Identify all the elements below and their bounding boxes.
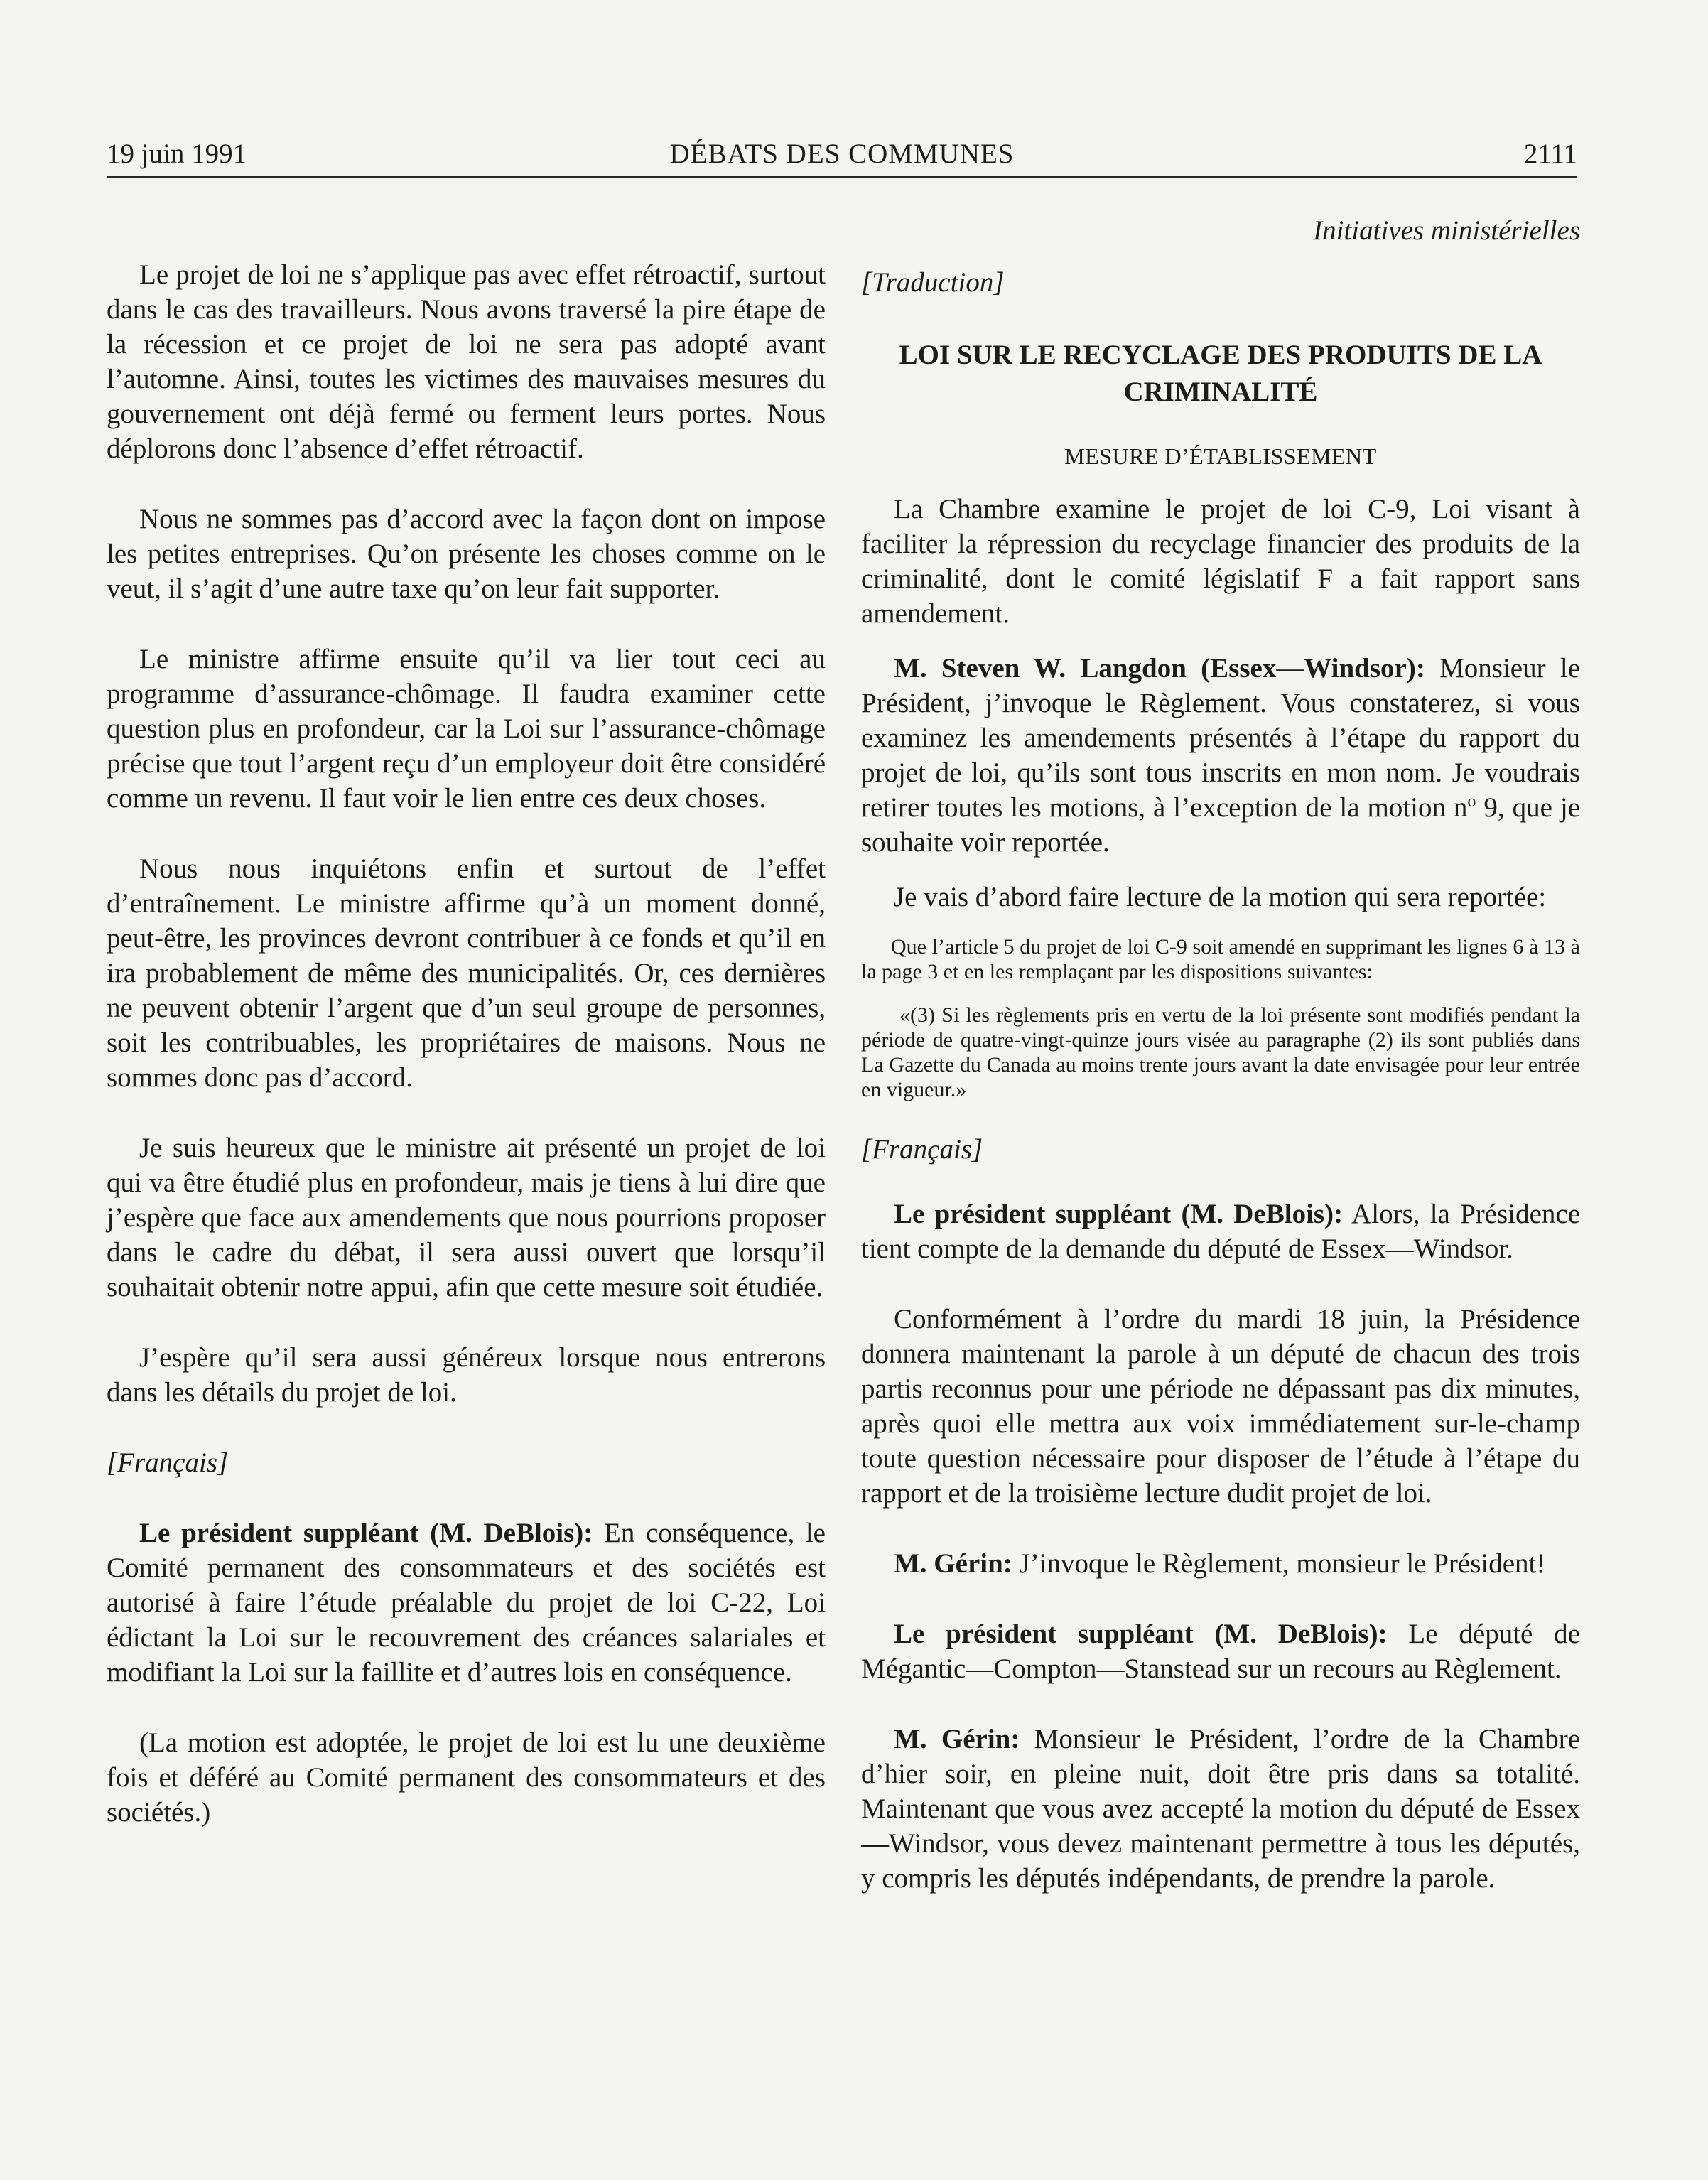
language-tag: [Français] <box>107 1447 229 1478</box>
speech-text: En conséquence, le Comité permanent des consommateurs et des sociétés est autorisé à faire l’étude préalable du projet de loi C-22, Loi édictant la Loi sur le recouvrement des créances salariales et modifiant la Loi sur la faillite et d’autres lois en conséquence. <box>107 1518 826 1688</box>
speech-text: 9, que je souhaite voir reportée. <box>861 792 1580 858</box>
speech-paragraph <box>861 1197 1580 1266</box>
speech-text: Monsieur le Président, l’ordre de la Chambre d’hier soir, en pleine nuit, doit être pris dans sa totalité. Maintenant que vous avez accepté la motion du député de Essex—Windsor, vous devez maintenant permettre à tous les députés, y compris les députés indépendants, de prendre la parole. <box>861 1724 1581 1894</box>
paragraph: Le projet de loi ne s’applique pas avec effet rétroactif, surtout dans le cas des travailleurs. Nous avons traversé la pire étape de la récession et ce projet de loi ne sera pas adopté avant l’automne. Ainsi, toutes les victimes des mauvaises mesures du gouvernement ont déjà fermé ou ferment leurs portes. Nous déplorons donc l’absence d’effet rétroactif. <box>107 259 826 464</box>
paragraph: Je vais d’abord faire lecture de la motion qui sera reportée: <box>894 882 1547 912</box>
speech-paragraph <box>861 1546 1580 1581</box>
paragraph: Conformément à l’ordre du mardi 18 juin, la Présidence donnera maintenant la parole à un député de chacun des trois partis reconnus pour une période ne dépassant pas dix minutes, après quoi elle mettra aux voix immédiatement sur-le-champ toute question nécessaire pour disposer de l’étude à l’étape du rapport et de la troisième lecture dudit projet de loi. <box>861 1304 1580 1509</box>
paragraph: Nous ne sommes pas d’accord avec la façon dont on impose les petites entreprises. Qu’on présente les choses comme on le veut, il s’agit d’une autre taxe qu’on leur fait supporter. <box>107 504 826 604</box>
page-header <box>107 136 1577 178</box>
speech-paragraph <box>861 651 1580 860</box>
right-column <box>861 213 1580 1896</box>
header-title: DÉBATS DES COMMUNES <box>669 139 1015 169</box>
speech-paragraph <box>861 1722 1580 1896</box>
paragraph: J’espère qu’il sera aussi généreux lorsque nous entrerons dans les détails du projet de loi. <box>107 1342 826 1408</box>
motion-quote: «(3) Si les règlements pris en vertu de la loi présente sont modifiés pendant la période de quatre-vingt-quinze jours visée au paragraphe (2) ils sont publiés dans La Gazette du Canada au moins trente jours avant la date envisagée pour leur entrée en vigueur.» <box>861 1003 1580 1101</box>
speaker-name: Le président suppléant (M. DeBlois): <box>894 1199 1344 1229</box>
bill-headline: LOI SUR LE RECYCLAGE DES PRODUITS DE LA CRIMINALITÉ <box>899 340 1542 407</box>
paragraph: Je suis heureux que le ministre ait présenté un projet de loi qui va être étudié plus en profondeur, mais je tiens à lui dire que j’espère que face aux amendements que nous pourrions proposer dans le cadre du débat, il sera aussi ouvert que lorsqu’il souhaitait obtenir notre appui, afin que cette mesure soit étudiée. <box>107 1133 826 1302</box>
header-date: 19 juin 1991 <box>107 139 247 169</box>
speech-text: Le député de Mégantic—Compton—Stanstead sur un recours au Règlement. <box>861 1619 1580 1684</box>
speech-text: J’invoque le Règlement, monsieur le Président! <box>1012 1548 1546 1579</box>
language-tag: [Français] <box>861 1134 983 1165</box>
speaker-name: M. Gérin: <box>894 1724 1020 1754</box>
speech-text: Monsieur le Président, j’invoque le Règlement. Vous constaterez, si vous examinez les amendements présentés à l’étape du rapport du projet de loi, qu’ils sont tous inscrits en mon nom. Je voudrais retirer toutes les motions, à l’exception de la motion n <box>861 653 1581 823</box>
paragraph: Le ministre affirme ensuite qu’il va lier tout ceci au programme d’assurance-chômage. Il faudra examiner cette question plus en profondeur, car la Loi sur l’assurance-chômage précise que tout l’argent reçu d’un employeur doit être considéré comme un revenu. Il faut voir le lien entre ces deux choses. <box>107 644 826 814</box>
header-page-number: 2111 <box>1523 139 1577 169</box>
motion-quote: Que l’article 5 du projet de loi C-9 soit amendé en supprimant les lignes 6 à 13 à la page 3 et en les remplaçant par les dispositions suivantes: <box>861 935 1580 983</box>
bill-subheading: MESURE D’ÉTABLISSEMENT <box>1064 443 1377 469</box>
speaker-name: Le président suppléant (M. DeBlois): <box>894 1619 1388 1649</box>
paragraph: Nous nous inquiétons enfin et surtout de l’effet d’entraînement. Le ministre affirme qu’à un moment donné, peut-être, les provinces devront contribuer à ce fonds et qu’il en ira probablement de même des municipalités. Or, ces dernières ne peuvent obtenir l’argent que d’un seul groupe de personnes, soit les contribuables, les propriétaires de maisons. Nous ne sommes donc pas d’accord. <box>107 853 826 1093</box>
paragraph: La Chambre examine le projet de loi C-9, Loi visant à faciliter la répression du recyclage financier des produits de la criminalité, dont le comité législatif F a fait rapport sans amendement. <box>861 494 1580 629</box>
speaker-name: Le président suppléant (M. DeBlois): <box>139 1518 593 1548</box>
superscript: o <box>1467 792 1476 811</box>
translation-tag: [Traduction] <box>861 267 1005 298</box>
speech-text: Alors, la Présidence tient compte de la demande du député de Essex—Windsor. <box>861 1199 1581 1264</box>
speech-paragraph <box>107 1516 826 1690</box>
paragraph: (La motion est adoptée, le projet de loi est lu une deuxième fois et déféré au Comité permanent des consommateurs et des sociétés.) <box>107 1727 826 1828</box>
section-title: Initiatives ministérielles <box>1313 215 1580 246</box>
left-column <box>107 213 826 1830</box>
speech-paragraph <box>861 1617 1580 1686</box>
speaker-name: M. Steven W. Langdon (Essex—Windsor): <box>894 653 1425 684</box>
speaker-name: M. Gérin: <box>894 1548 1012 1579</box>
